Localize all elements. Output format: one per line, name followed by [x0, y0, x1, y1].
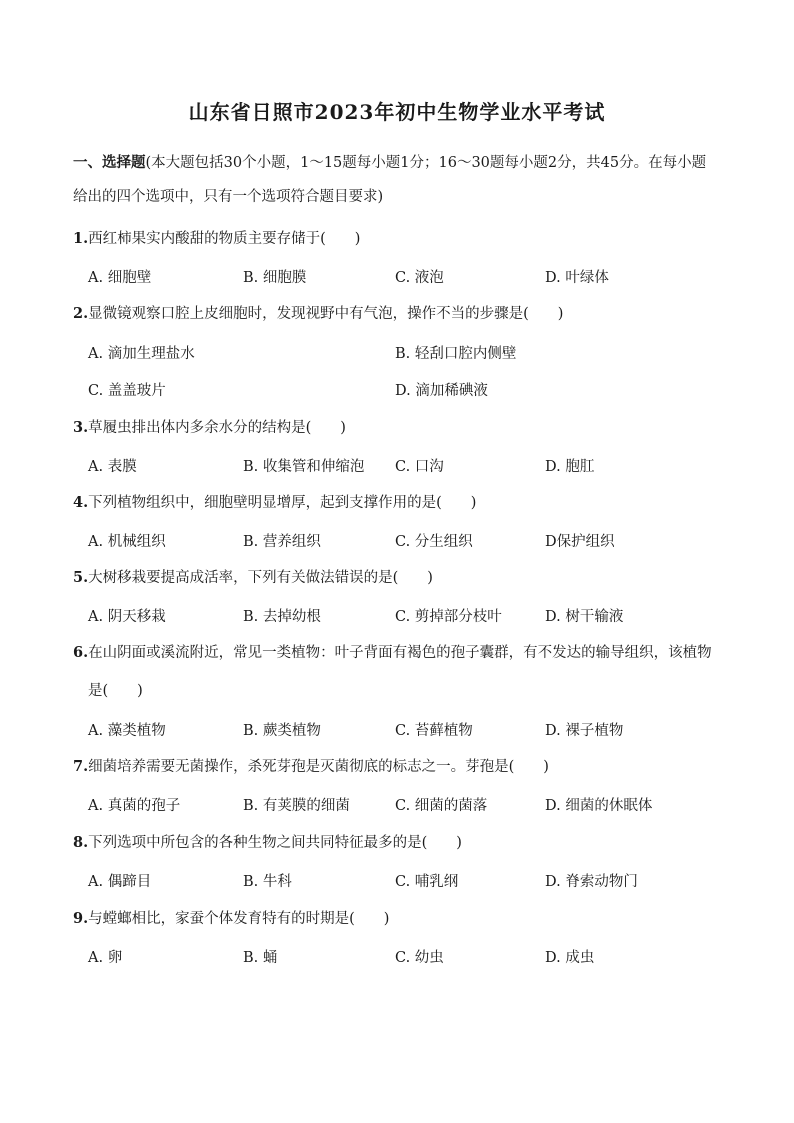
option-d: D. 脊索动物门 [545, 874, 638, 890]
question-3 [73, 418, 733, 438]
option-d: D. 裸子植物 [545, 723, 624, 739]
question-7-options [88, 794, 728, 814]
question-6 [73, 643, 733, 663]
question-number: 7. [73, 758, 89, 775]
option-a: A. 阴天移栽 [88, 609, 166, 625]
question-stem: 下列植物组织中，细胞壁明显增厚，起到支撑作用的是( ) [88, 495, 477, 511]
option-a: A. 真菌的孢子 [88, 798, 181, 814]
question-9 [73, 909, 733, 929]
option-d: D. 滴加稀碘液 [395, 383, 488, 399]
question-7 [73, 757, 733, 777]
option-a: A. 细胞壁 [88, 270, 152, 286]
option-c: C. 细菌的菌落 [395, 798, 488, 814]
question-2-options-row-2 [88, 379, 728, 399]
question-stem: 在山阴面或溪流附近，常见一类植物：叶子背面有褐色的孢子囊群，有不发达的输导组织，该植物 [88, 645, 712, 661]
question-stem: 大树移栽要提高成活率，下列有关做法错误的是( ) [88, 570, 433, 586]
option-a: A. 滴加生理盐水 [88, 346, 195, 362]
question-number: 8. [73, 834, 89, 851]
option-d: D. 树干输液 [545, 609, 624, 625]
option-c: C. 分生组织 [395, 534, 473, 550]
question-1 [73, 229, 733, 249]
instruction-line-2: 给出的四个选项中，只有一个选项符合题目要求) [73, 189, 384, 205]
question-3-options [88, 455, 728, 475]
option-b: B. 去掉幼根 [243, 609, 321, 625]
question-number: 9. [73, 910, 89, 927]
option-c: C. 盖盖玻片 [88, 383, 166, 399]
question-number: 2. [73, 305, 89, 322]
option-d: D. 成虫 [545, 950, 595, 966]
question-number: 3. [73, 419, 89, 436]
option-d: D保护组织 [545, 534, 615, 550]
question-number: 1. [73, 230, 89, 247]
question-stem: 下列选项中所包含的各种生物之间共同特征最多的是( ) [88, 835, 462, 851]
option-a: A. 偶蹄目 [88, 874, 152, 890]
question-5 [73, 568, 733, 588]
option-b: B. 蛹 [243, 950, 278, 966]
option-a: A. 卵 [88, 950, 123, 966]
section-instructions [73, 146, 733, 214]
question-9-options [88, 946, 728, 966]
question-stem: 西红柿果实内酸甜的物质主要存储于( ) [88, 231, 361, 247]
exam-title: 山东省日照市2023年初中生物学业水平考试 [188, 100, 606, 124]
option-b: B. 轻刮口腔内侧壁 [395, 346, 517, 362]
question-stem: 细菌培养需要无菌操作，杀死芽孢是灭菌彻底的标志之一。芽孢是( ) [88, 759, 549, 775]
question-6-continuation: 是( ) [88, 683, 143, 699]
question-stem: 显微镜观察口腔上皮细胞时，发现视野中有气泡，操作不当的步骤是( ) [88, 306, 564, 322]
question-number: 5. [73, 569, 89, 586]
question-number: 6. [73, 644, 89, 661]
option-c: C. 剪掉部分枝叶 [395, 609, 502, 625]
question-4-options [88, 530, 728, 550]
option-b: B. 蕨类植物 [243, 723, 321, 739]
section-heading: 一、选择题 [73, 154, 146, 171]
option-c: C. 幼虫 [395, 950, 444, 966]
question-stem: 与螳螂相比，家蚕个体发育特有的时期是( ) [88, 911, 390, 927]
question-6-options [88, 719, 728, 739]
question-2-options-row-1 [88, 342, 728, 362]
question-4 [73, 493, 733, 513]
option-a: A. 表膜 [88, 459, 137, 475]
option-b: B. 细胞膜 [243, 270, 307, 286]
question-8-options [88, 870, 728, 890]
option-b: B. 收集管和伸缩泡 [243, 459, 365, 475]
option-d: D. 叶绿体 [545, 270, 609, 286]
instruction-line-1 [73, 146, 733, 180]
option-c: C. 哺乳纲 [395, 874, 459, 890]
question-2 [73, 304, 733, 324]
option-a: A. 藻类植物 [88, 723, 166, 739]
question-5-options [88, 605, 728, 625]
option-c: C. 口沟 [395, 459, 444, 475]
option-a: A. 机械组织 [88, 534, 166, 550]
question-stem: 草履虫排出体内多余水分的结构是( ) [88, 420, 346, 436]
option-d: D. 胞肛 [545, 459, 595, 475]
option-b: B. 牛科 [243, 874, 292, 890]
question-1-options [88, 266, 728, 286]
instruction-text-1: (本大题包括30个小题，1～15题每小题1分；16～30题每小题2分，共45分。在每小题 [145, 155, 707, 171]
question-number: 4. [73, 494, 89, 511]
option-c: C. 苔藓植物 [395, 723, 473, 739]
option-b: B. 有荚膜的细菌 [243, 798, 350, 814]
question-8 [73, 833, 733, 853]
option-c: C. 液泡 [395, 270, 444, 286]
option-b: B. 营养组织 [243, 534, 321, 550]
option-d: D. 细菌的休眠体 [545, 798, 653, 814]
